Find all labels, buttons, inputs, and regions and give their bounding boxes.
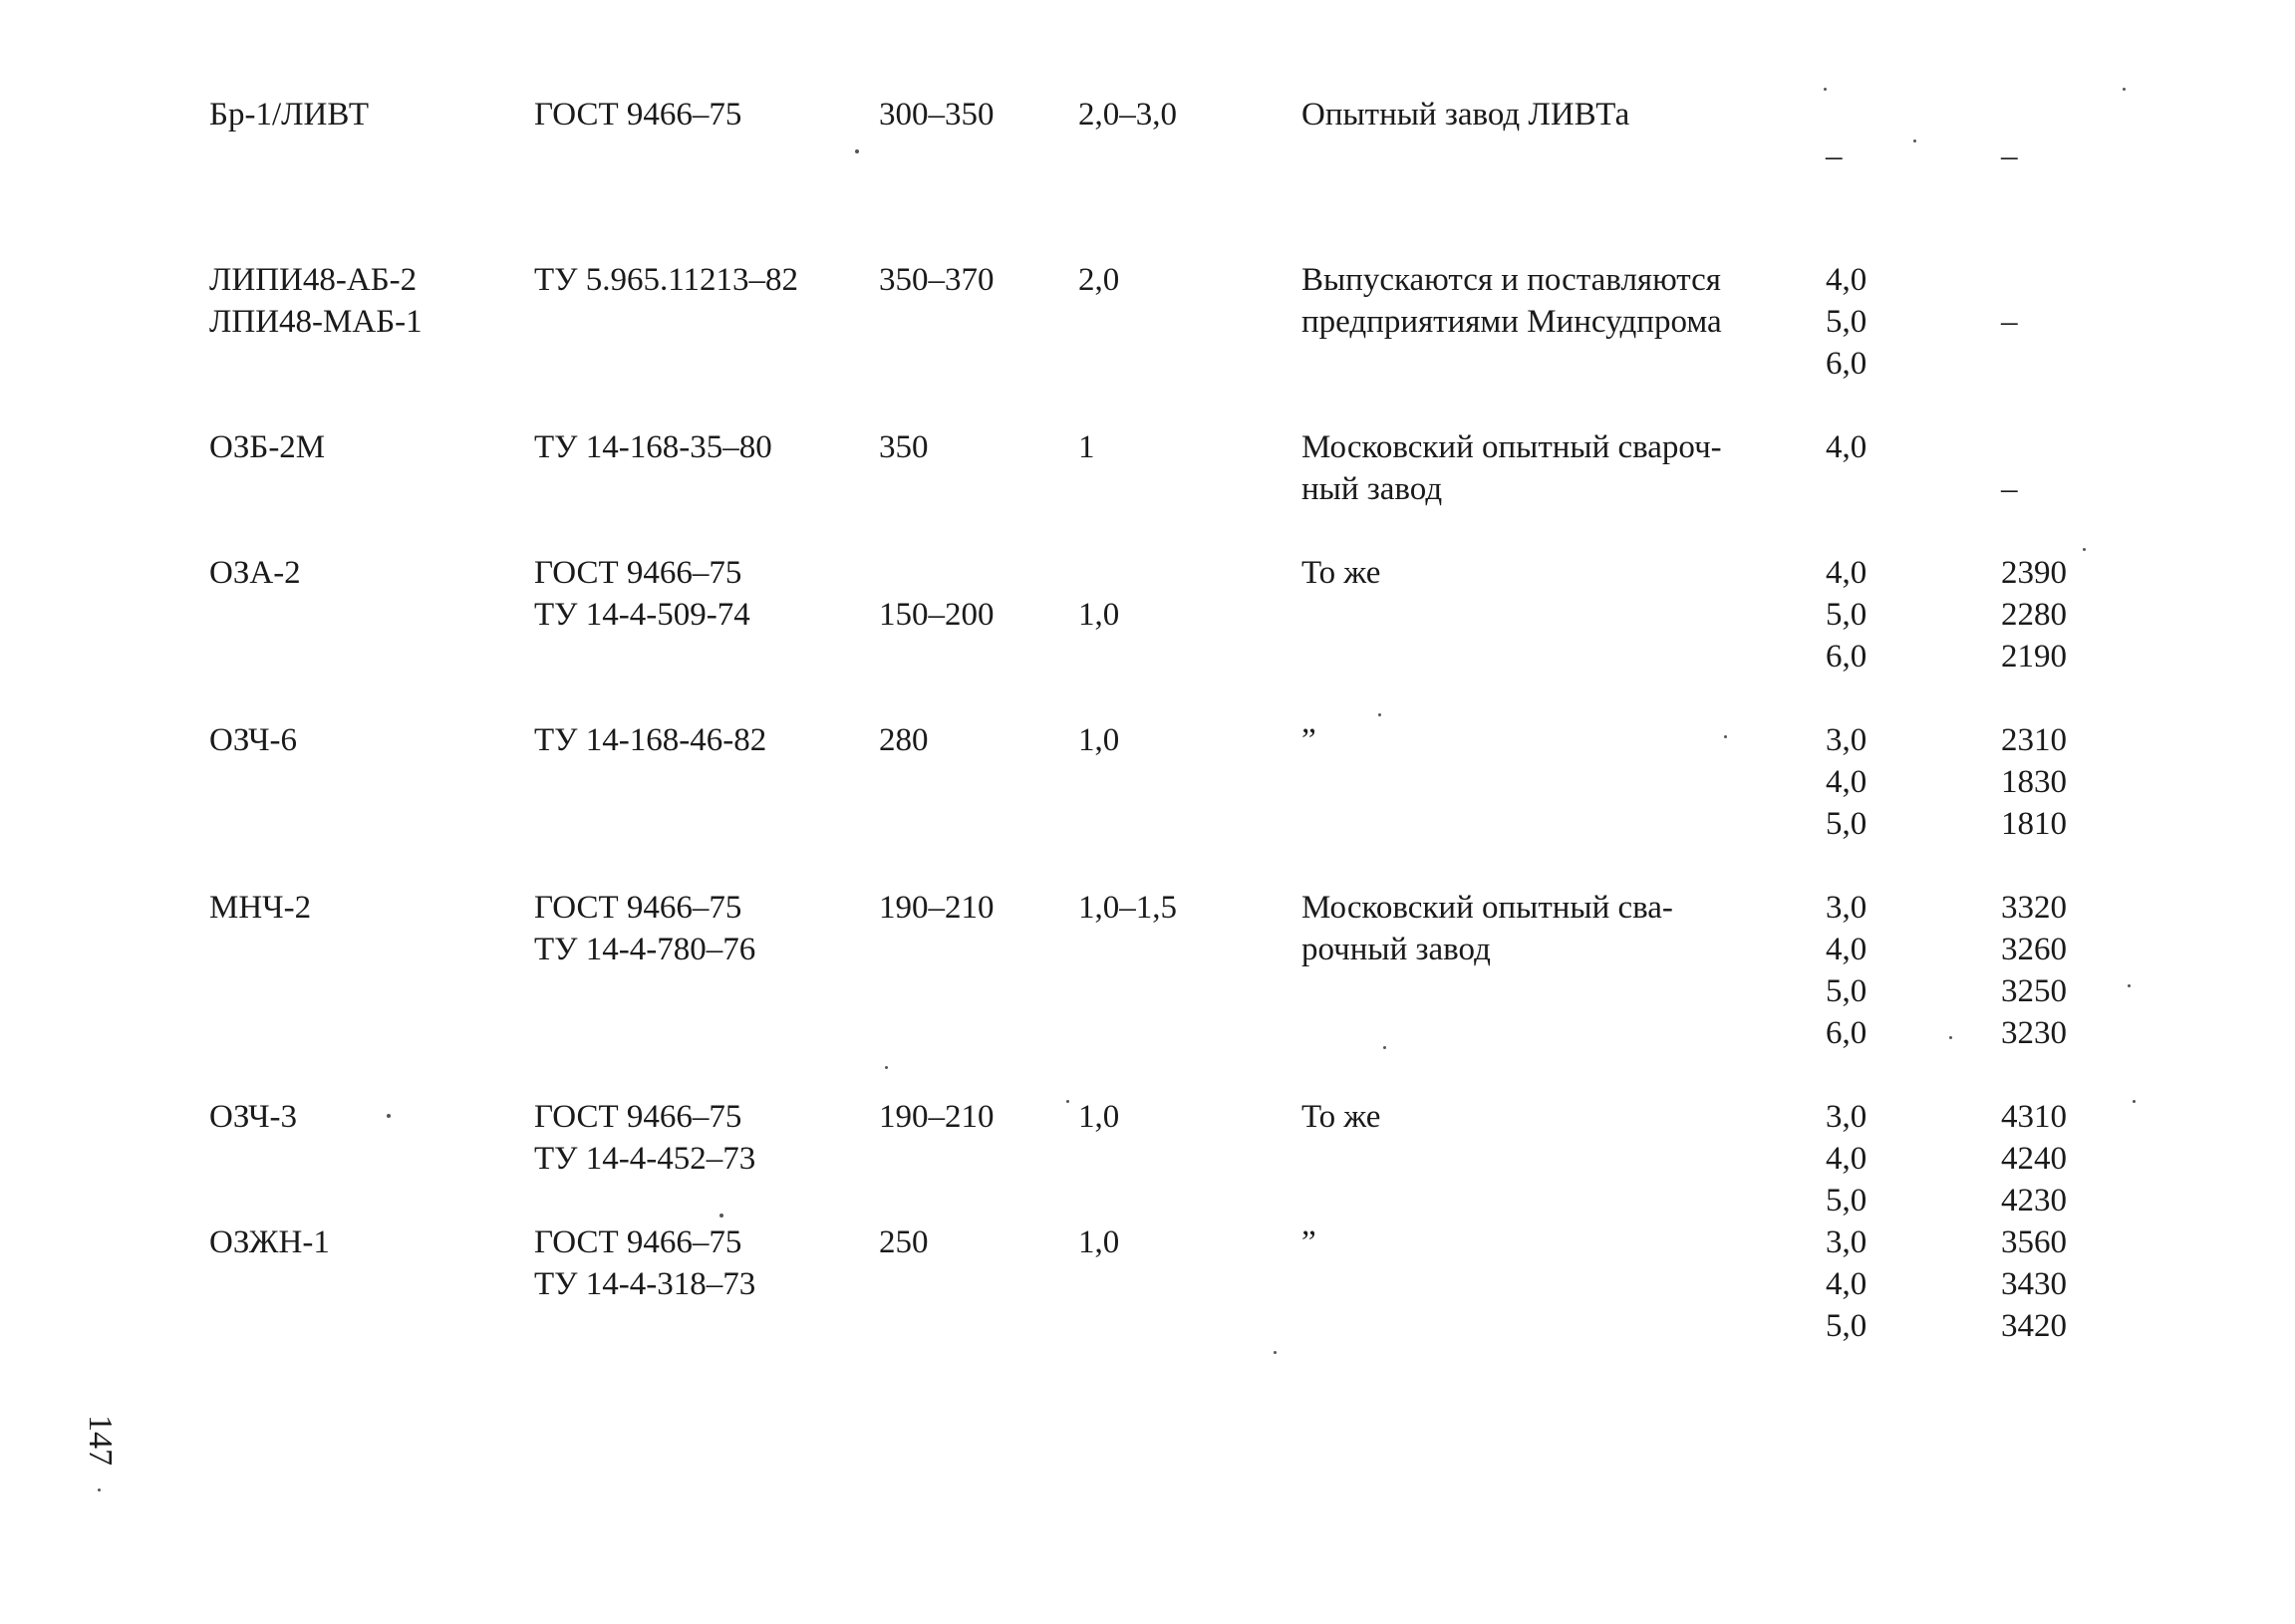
price-line bbox=[2001, 426, 2018, 468]
diameter-line: 6,0 bbox=[1826, 639, 1867, 675]
electrode-grade-cell bbox=[209, 1221, 330, 1263]
electrode-grade-line: ЛИПИ48-АБ-2 bbox=[209, 262, 418, 298]
standard-doc-line: ТУ 14-4-318–73 bbox=[534, 1266, 756, 1302]
page-number: 147 bbox=[82, 1415, 119, 1466]
value-range-line: 350–370 bbox=[879, 262, 995, 298]
standard-doc-line: ГОСТ 9466–75 bbox=[534, 97, 742, 133]
standard-doc-cell bbox=[534, 1221, 755, 1305]
coefficient-cell bbox=[1078, 887, 1177, 929]
electrode-grade-cell bbox=[209, 719, 297, 761]
value-range-line: 150–200 bbox=[879, 597, 995, 633]
coefficient-line: 1 bbox=[1078, 429, 1095, 465]
scan-speck bbox=[719, 1214, 723, 1218]
diameter-line: 4,0 bbox=[1826, 1266, 1867, 1302]
value-range-line: 350 bbox=[879, 429, 929, 465]
value-range-line: 190–210 bbox=[879, 890, 995, 926]
standard-doc-line: ТУ 5.965.11213–82 bbox=[534, 262, 799, 298]
manufacturer-cell bbox=[1301, 94, 1629, 135]
coefficient-line: 2,0–3,0 bbox=[1078, 97, 1177, 133]
diameter-line: 4,0 bbox=[1826, 429, 1867, 465]
manufacturer-cell bbox=[1301, 1221, 1316, 1263]
scan-speck bbox=[1949, 1036, 1952, 1039]
price-cell bbox=[2001, 1221, 2067, 1347]
scan-speck bbox=[2123, 88, 2126, 91]
diameter-line: 5,0 bbox=[1826, 304, 1867, 340]
diameter-line: 5,0 bbox=[1826, 597, 1867, 633]
standard-doc-line: ТУ 14-168-35–80 bbox=[534, 429, 772, 465]
coefficient-line bbox=[1078, 552, 1119, 594]
diameter-cell bbox=[1826, 259, 1866, 385]
price-line: 4230 bbox=[2001, 1183, 2067, 1218]
value-range-line bbox=[879, 552, 995, 594]
scan-speck bbox=[1824, 88, 1827, 91]
standard-doc-line: ТУ 14-4-780–76 bbox=[534, 932, 756, 967]
coefficient-line: 1,0–1,5 bbox=[1078, 890, 1177, 926]
value-range-cell bbox=[879, 259, 995, 301]
value-range-cell bbox=[879, 1096, 995, 1138]
coefficient-line: 1,0 bbox=[1078, 1224, 1120, 1260]
electrode-grade-cell bbox=[209, 94, 369, 135]
electrode-grade-line: ОЗБ-2М bbox=[209, 429, 326, 465]
price-line: 3560 bbox=[2001, 1224, 2067, 1260]
manufacturer-line: ” bbox=[1301, 1224, 1316, 1260]
manufacturer-line: ” bbox=[1301, 722, 1316, 758]
price-cell bbox=[2001, 887, 2067, 1054]
scan-speck bbox=[98, 1489, 101, 1491]
electrode-grade-line: ОЗЧ-6 bbox=[209, 722, 298, 758]
electrode-grade-line: ЛПИ48-МАБ-1 bbox=[209, 304, 423, 340]
electrode-grade-cell bbox=[209, 552, 301, 594]
coefficient-cell bbox=[1078, 259, 1119, 301]
manufacturer-cell bbox=[1301, 259, 1722, 343]
coefficient-line: 1,0 bbox=[1078, 722, 1120, 758]
price-cell bbox=[2001, 426, 2018, 510]
standard-doc-cell bbox=[534, 259, 798, 301]
standard-doc-cell bbox=[534, 426, 772, 468]
standard-doc-line: ТУ 14-4-452–73 bbox=[534, 1141, 756, 1177]
value-range-cell bbox=[879, 552, 995, 636]
coefficient-cell bbox=[1078, 1221, 1119, 1263]
price-line: 4240 bbox=[2001, 1141, 2067, 1177]
value-range-cell bbox=[879, 1221, 929, 1263]
price-line: 2390 bbox=[2001, 555, 2067, 591]
electrode-grade-cell bbox=[209, 1096, 297, 1138]
scan-speck bbox=[855, 149, 859, 153]
diameter-line: 3,0 bbox=[1826, 890, 1867, 926]
diameter-line: 5,0 bbox=[1826, 1308, 1867, 1344]
diameter-cell bbox=[1826, 719, 1866, 845]
coefficient-line: 1,0 bbox=[1078, 1099, 1120, 1135]
manufacturer-line: То же bbox=[1301, 555, 1381, 591]
price-cell bbox=[2001, 1096, 2067, 1221]
price-line: 3260 bbox=[2001, 932, 2067, 967]
price-line: – bbox=[2001, 471, 2018, 507]
standard-doc-line: ГОСТ 9466–75 bbox=[534, 555, 742, 591]
price-line: 2280 bbox=[2001, 597, 2067, 633]
standard-doc-line: ГОСТ 9466–75 bbox=[534, 1099, 742, 1135]
price-line: 3250 bbox=[2001, 973, 2067, 1009]
diameter-line: 4,0 bbox=[1826, 555, 1867, 591]
diameter-line: 3,0 bbox=[1826, 1224, 1867, 1260]
electrode-grade-cell bbox=[209, 426, 325, 468]
value-range-cell bbox=[879, 426, 929, 468]
standard-doc-line: ТУ 14-168-46-82 bbox=[534, 722, 767, 758]
price-cell bbox=[2001, 552, 2067, 677]
coefficient-cell bbox=[1078, 426, 1095, 468]
coefficient-line: 1,0 bbox=[1078, 597, 1120, 633]
electrode-grade-cell bbox=[209, 259, 423, 343]
value-range-line: 300–350 bbox=[879, 97, 995, 133]
electrode-grade-line: ОЗЧ-3 bbox=[209, 1099, 298, 1135]
price-line: 3420 bbox=[2001, 1308, 2067, 1344]
scan-speck bbox=[1913, 139, 1916, 142]
diameter-line: 5,0 bbox=[1826, 973, 1867, 1009]
coefficient-cell bbox=[1078, 552, 1119, 636]
price-line bbox=[2001, 259, 2018, 301]
price-line: – bbox=[2001, 304, 2018, 340]
manufacturer-cell bbox=[1301, 552, 1380, 594]
manufacturer-cell bbox=[1301, 1096, 1380, 1138]
standard-doc-line: ТУ 14-4-509-74 bbox=[534, 597, 750, 633]
value-range-line: 190–210 bbox=[879, 1099, 995, 1135]
scan-speck bbox=[1066, 1100, 1069, 1103]
diameter-line: 3,0 bbox=[1826, 722, 1867, 758]
coefficient-line: 2,0 bbox=[1078, 262, 1120, 298]
diameter-line: 6,0 bbox=[1826, 1015, 1867, 1051]
price-line bbox=[2001, 94, 2018, 135]
standard-doc-cell bbox=[534, 1096, 755, 1180]
scan-speck bbox=[1274, 1351, 1277, 1354]
standard-doc-line: ГОСТ 9466–75 bbox=[534, 1224, 742, 1260]
price-cell bbox=[2001, 719, 2067, 845]
diameter-line: 3,0 bbox=[1826, 1099, 1867, 1135]
standard-doc-cell bbox=[534, 552, 750, 636]
manufacturer-line: Московский опытный сва- bbox=[1301, 890, 1673, 926]
price-line: 3320 bbox=[2001, 890, 2067, 926]
electrode-grade-line: Бр-1/ЛИВТ bbox=[209, 97, 370, 133]
price-line: 2310 bbox=[2001, 722, 2067, 758]
scan-speck bbox=[2133, 1100, 2136, 1103]
diameter-cell bbox=[1826, 1096, 1866, 1221]
diameter-line: 6,0 bbox=[1826, 346, 1867, 382]
price-cell bbox=[2001, 259, 2018, 343]
scan-speck bbox=[885, 1066, 888, 1069]
diameter-cell bbox=[1826, 887, 1866, 1054]
diameter-line: 4,0 bbox=[1826, 764, 1867, 800]
price-cell bbox=[2001, 94, 2018, 177]
diameter-line: 5,0 bbox=[1826, 1183, 1867, 1218]
diameter-line: 4,0 bbox=[1826, 932, 1867, 967]
price-line: 2190 bbox=[2001, 639, 2067, 675]
value-range-cell bbox=[879, 719, 929, 761]
manufacturer-line: рочный завод bbox=[1301, 932, 1491, 967]
manufacturer-cell bbox=[1301, 719, 1316, 761]
manufacturer-line: То же bbox=[1301, 1099, 1381, 1135]
standard-doc-cell bbox=[534, 719, 766, 761]
manufacturer-line: Опытный завод ЛИВТа bbox=[1301, 97, 1630, 133]
manufacturer-line: Московский опытный свароч- bbox=[1301, 429, 1722, 465]
scan-speck bbox=[1378, 713, 1381, 716]
diameter-cell bbox=[1826, 94, 1843, 177]
manufacturer-line: предприятиями Минсудпрома bbox=[1301, 304, 1722, 340]
manufacturer-cell bbox=[1301, 426, 1722, 510]
price-line: – bbox=[2001, 138, 2018, 174]
electrode-grade-cell bbox=[209, 887, 311, 929]
price-line: 4310 bbox=[2001, 1099, 2067, 1135]
coefficient-cell bbox=[1078, 94, 1177, 135]
diameter-line: 4,0 bbox=[1826, 1141, 1867, 1177]
manufacturer-cell bbox=[1301, 887, 1673, 970]
price-line: 3230 bbox=[2001, 1015, 2067, 1051]
electrode-grade-line: ОЗЖН-1 bbox=[209, 1224, 330, 1260]
coefficient-cell bbox=[1078, 1096, 1119, 1138]
price-line: 1810 bbox=[2001, 806, 2067, 842]
diameter-cell bbox=[1826, 426, 1866, 468]
diameter-line: 5,0 bbox=[1826, 806, 1867, 842]
standard-doc-line: ГОСТ 9466–75 bbox=[534, 890, 742, 926]
manufacturer-line: ный завод bbox=[1301, 471, 1443, 507]
scan-speck bbox=[2083, 548, 2086, 551]
electrode-grade-line: ОЗА-2 bbox=[209, 555, 301, 591]
scan-speck bbox=[1383, 1046, 1386, 1049]
value-range-cell bbox=[879, 887, 995, 929]
value-range-line: 280 bbox=[879, 722, 929, 758]
diameter-line: – bbox=[1826, 138, 1843, 174]
value-range-line: 250 bbox=[879, 1224, 929, 1260]
electrode-grade-line: МНЧ-2 bbox=[209, 890, 312, 926]
coefficient-cell bbox=[1078, 719, 1119, 761]
manufacturer-line: Выпускаются и поставляются bbox=[1301, 262, 1721, 298]
diameter-cell bbox=[1826, 1221, 1866, 1347]
price-line: 1830 bbox=[2001, 764, 2067, 800]
standard-doc-cell bbox=[534, 94, 741, 135]
standard-doc-cell bbox=[534, 887, 755, 970]
price-line: 3430 bbox=[2001, 1266, 2067, 1302]
scan-speck bbox=[2128, 984, 2131, 987]
diameter-line bbox=[1826, 94, 1843, 135]
diameter-line: 4,0 bbox=[1826, 262, 1867, 298]
scan-speck bbox=[387, 1114, 391, 1118]
diameter-cell bbox=[1826, 552, 1866, 677]
value-range-cell bbox=[879, 94, 995, 135]
scan-speck bbox=[1724, 735, 1727, 738]
